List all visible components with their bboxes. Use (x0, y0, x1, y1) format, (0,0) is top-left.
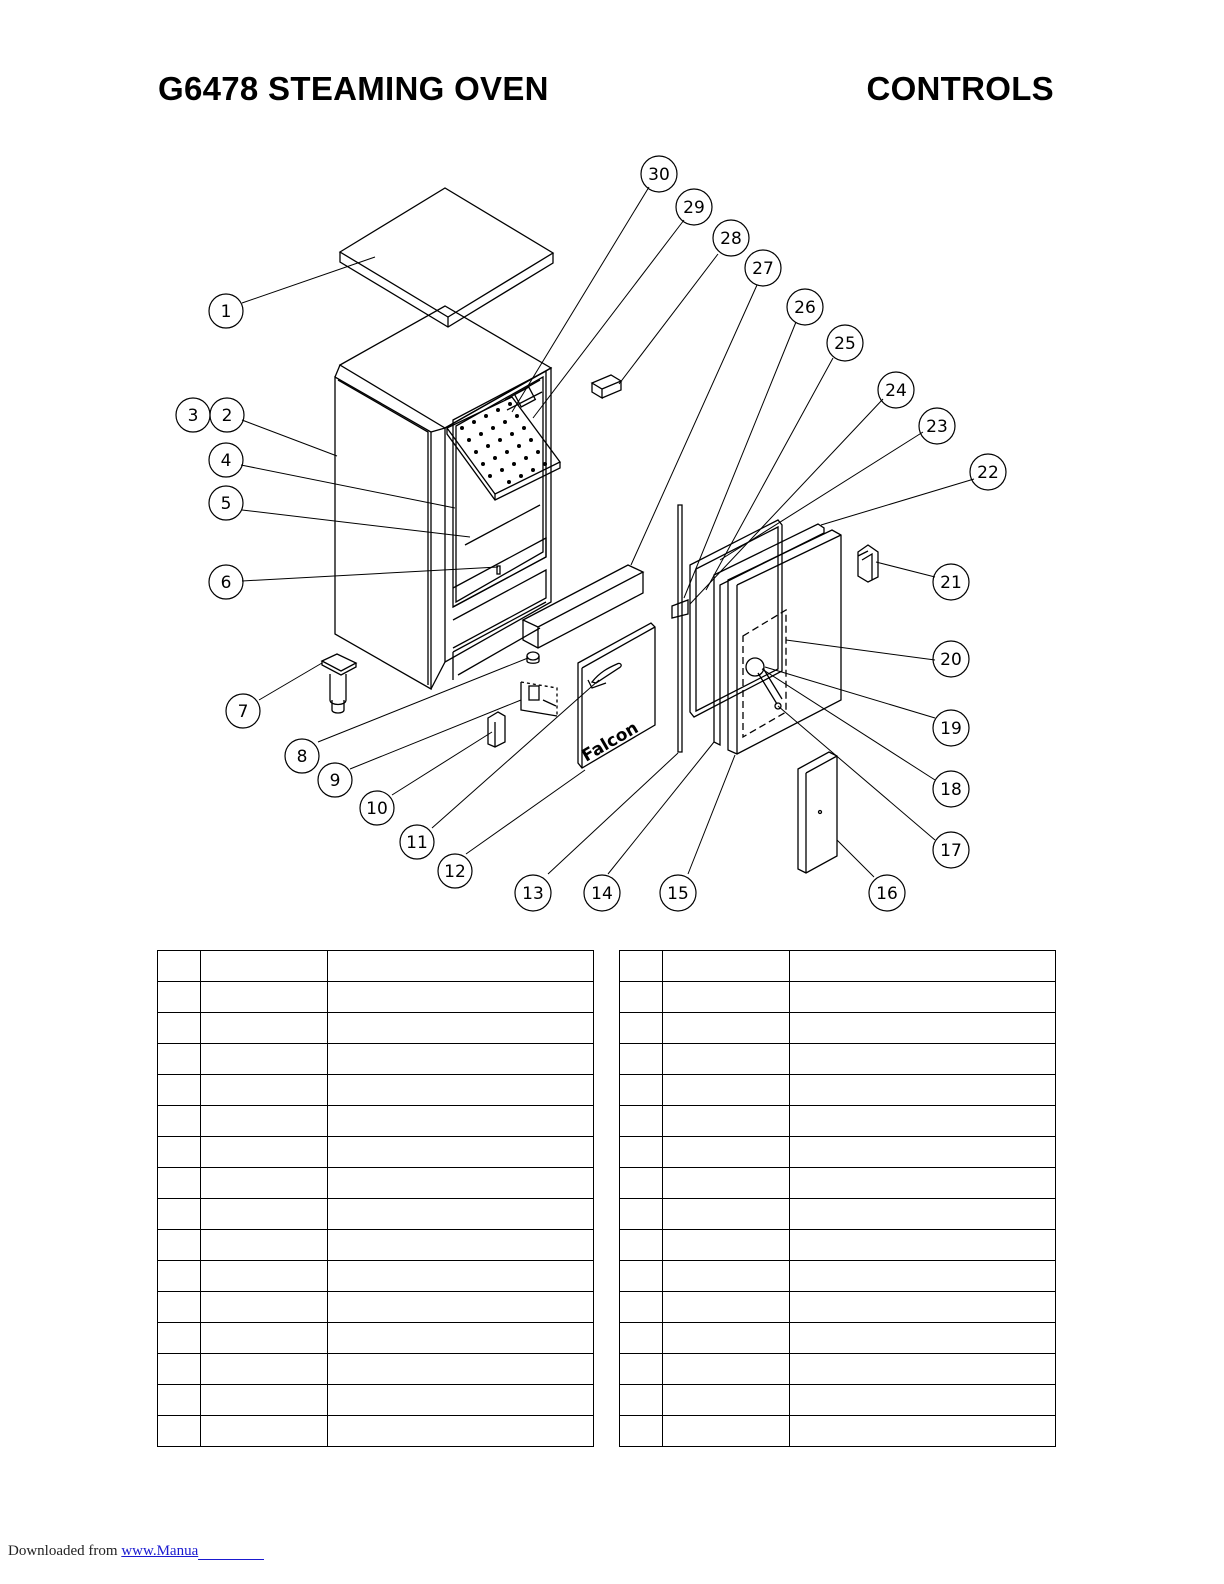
falcon-brand-label: Falcon (578, 718, 643, 767)
control-knob (527, 652, 539, 663)
table-cell (328, 1044, 594, 1075)
table-cell (790, 1292, 1056, 1323)
table-cell (790, 982, 1056, 1013)
callout-8: 8 (296, 747, 308, 767)
table-cell (663, 1199, 790, 1230)
callout-24: 24 (885, 381, 907, 401)
table-cell (328, 1323, 594, 1354)
callout-16: 16 (876, 884, 898, 904)
switch (521, 682, 557, 716)
table-cell (328, 1199, 594, 1230)
table-cell (158, 1385, 201, 1416)
table-row (620, 1230, 1056, 1261)
callout-28: 28 (720, 229, 742, 249)
callout-12: 12 (444, 862, 466, 882)
table-cell (328, 1013, 594, 1044)
table-cell (158, 1199, 201, 1230)
table-cell (328, 1385, 594, 1416)
callout-4: 4 (220, 451, 232, 471)
bracket (592, 375, 621, 398)
callout-14: 14 (591, 884, 613, 904)
table-cell (158, 1075, 201, 1106)
table-cell (663, 1230, 790, 1261)
callout-5: 5 (220, 494, 232, 514)
table-cell (663, 1013, 790, 1044)
footer-prefix: Downloaded from (8, 1543, 118, 1559)
callout-30: 30 (648, 165, 670, 185)
table-cell (201, 1013, 328, 1044)
table-cell (620, 1416, 663, 1447)
table-cell (663, 1075, 790, 1106)
table-row (158, 1416, 594, 1447)
table-cell (201, 1385, 328, 1416)
callout-29: 29 (683, 198, 705, 218)
table-cell (790, 1261, 1056, 1292)
callout-13: 13 (522, 884, 544, 904)
table-cell (328, 1168, 594, 1199)
page-title: G6478 STEAMING OVEN (158, 70, 549, 107)
drip-trough (523, 565, 643, 648)
table-row (620, 1385, 1056, 1416)
table-cell (790, 1044, 1056, 1075)
top-cover-panel (340, 188, 553, 317)
table-cell (663, 1106, 790, 1137)
table-cell (663, 1354, 790, 1385)
link-underline (198, 1545, 264, 1560)
table-cell (328, 1230, 594, 1261)
table-cell (158, 1354, 201, 1385)
table-row (620, 1292, 1056, 1323)
table-row (158, 982, 594, 1013)
table-cell (328, 1292, 594, 1323)
table-row (620, 1013, 1056, 1044)
shelf-holes (460, 402, 547, 484)
table-cell (663, 982, 790, 1013)
table-cell (663, 1168, 790, 1199)
hinge-plate (488, 712, 505, 747)
table-cell (790, 1230, 1056, 1261)
table-cell (790, 1013, 1056, 1044)
table-row (158, 1230, 594, 1261)
callout-22: 22 (977, 463, 999, 483)
table-cell (328, 1106, 594, 1137)
callout-15: 15 (667, 884, 689, 904)
table-row (158, 1044, 594, 1075)
table-cell (663, 1323, 790, 1354)
table-cell (201, 1168, 328, 1199)
table-cell (790, 1199, 1056, 1230)
table-cell (620, 1168, 663, 1199)
door-handle-bracket (858, 545, 878, 582)
table-cell (790, 1385, 1056, 1416)
section-title: CONTROLS (866, 70, 1054, 107)
manual-link[interactable]: www.Manua (121, 1543, 199, 1559)
table-cell (201, 1354, 328, 1385)
table-cell (620, 1354, 663, 1385)
table-cell (620, 1137, 663, 1168)
table-cell (328, 1416, 594, 1447)
table-cell (620, 1230, 663, 1261)
table-row (158, 1013, 594, 1044)
table-cell (328, 1261, 594, 1292)
table-cell (663, 1137, 790, 1168)
table-cell (201, 1075, 328, 1106)
table-cell (158, 1013, 201, 1044)
table-cell (158, 1137, 201, 1168)
table-cell (790, 1354, 1056, 1385)
table-cell (158, 1261, 201, 1292)
table-cell (620, 1013, 663, 1044)
callout-11: 11 (406, 833, 428, 853)
table-cell (620, 951, 663, 982)
table-row (620, 1168, 1056, 1199)
callout-1: 1 (220, 302, 232, 322)
table-cell (201, 1292, 328, 1323)
table-cell (328, 951, 594, 982)
table-row (620, 1106, 1056, 1137)
table-cell (158, 1230, 201, 1261)
table-cell (790, 1168, 1056, 1199)
table-row (158, 951, 594, 982)
table-cell (790, 1323, 1056, 1354)
table-cell (201, 1261, 328, 1292)
cabinet-body (335, 306, 551, 689)
table-cell (201, 1230, 328, 1261)
table-row (620, 1137, 1056, 1168)
table-cell (328, 1354, 594, 1385)
callout-10: 10 (366, 799, 388, 819)
callout-18: 18 (940, 780, 962, 800)
table-cell (620, 1292, 663, 1323)
callout-17: 17 (940, 841, 962, 861)
door-gasket (714, 524, 824, 745)
callout-9: 9 (329, 771, 341, 791)
table-row (620, 1323, 1056, 1354)
table-cell (201, 951, 328, 982)
table-row (620, 1075, 1056, 1106)
oven-door (728, 530, 841, 754)
table-cell (158, 1168, 201, 1199)
callout-numbers (188, 165, 999, 904)
callout-6: 6 (220, 573, 232, 593)
callout-3: 3 (187, 406, 199, 426)
download-footer (8, 1543, 264, 1560)
callout-21: 21 (940, 573, 962, 593)
table-cell (620, 1044, 663, 1075)
callout-27: 27 (752, 259, 774, 279)
table-row (158, 1199, 594, 1230)
callout-7: 7 (237, 702, 249, 722)
callout-25: 25 (834, 334, 856, 354)
exploded-parts-diagram (0, 140, 1224, 930)
table-cell (328, 1075, 594, 1106)
table-row (158, 1323, 594, 1354)
table-cell (620, 1075, 663, 1106)
table-cell (158, 1323, 201, 1354)
table-cell (790, 1075, 1056, 1106)
table-row (620, 982, 1056, 1013)
table-row (158, 1168, 594, 1199)
table-cell (158, 1106, 201, 1137)
table-row (158, 1354, 594, 1385)
table-cell (158, 982, 201, 1013)
rod (678, 505, 682, 752)
table-cell (328, 982, 594, 1013)
table-cell (201, 1416, 328, 1447)
callout-19: 19 (940, 719, 962, 739)
table-cell (328, 1137, 594, 1168)
table-cell (620, 1199, 663, 1230)
table-row (620, 1354, 1056, 1385)
side-panel (798, 752, 837, 873)
table-cell (663, 1385, 790, 1416)
table-cell (620, 982, 663, 1013)
table-cell (201, 1106, 328, 1137)
table-cell (620, 1323, 663, 1354)
table-cell (158, 951, 201, 982)
table-row (158, 1137, 594, 1168)
table-row (620, 1261, 1056, 1292)
callout-2: 2 (221, 406, 233, 426)
callout-26: 26 (794, 298, 816, 318)
callout-23: 23 (926, 417, 948, 437)
table-cell (201, 1199, 328, 1230)
table-row (158, 1261, 594, 1292)
table-cell (201, 982, 328, 1013)
table-cell (663, 951, 790, 982)
table-cell (663, 1261, 790, 1292)
table-cell (201, 1137, 328, 1168)
table-cell (790, 1137, 1056, 1168)
table-row (158, 1075, 594, 1106)
table-cell (790, 1416, 1056, 1447)
table-row (158, 1292, 594, 1323)
table-cell (663, 1292, 790, 1323)
table-cell (790, 1106, 1056, 1137)
table-cell (663, 1044, 790, 1075)
table-cell (620, 1261, 663, 1292)
table-cell (663, 1416, 790, 1447)
table-cell (201, 1044, 328, 1075)
table-cell (158, 1416, 201, 1447)
table-row (158, 1106, 594, 1137)
parts-table-left (157, 950, 594, 1447)
adjustable-leg (322, 654, 356, 713)
table-row (620, 1416, 1056, 1447)
callout-20: 20 (940, 650, 962, 670)
table-row (158, 1385, 594, 1416)
table-cell (158, 1044, 201, 1075)
table-row (620, 951, 1056, 982)
table-cell (620, 1106, 663, 1137)
table-cell (790, 951, 1056, 982)
table-cell (158, 1292, 201, 1323)
table-row (620, 1199, 1056, 1230)
table-row (620, 1044, 1056, 1075)
table-cell (620, 1385, 663, 1416)
table-cell (201, 1323, 328, 1354)
callout-circles (176, 156, 1006, 911)
parts-table-right (619, 950, 1056, 1447)
